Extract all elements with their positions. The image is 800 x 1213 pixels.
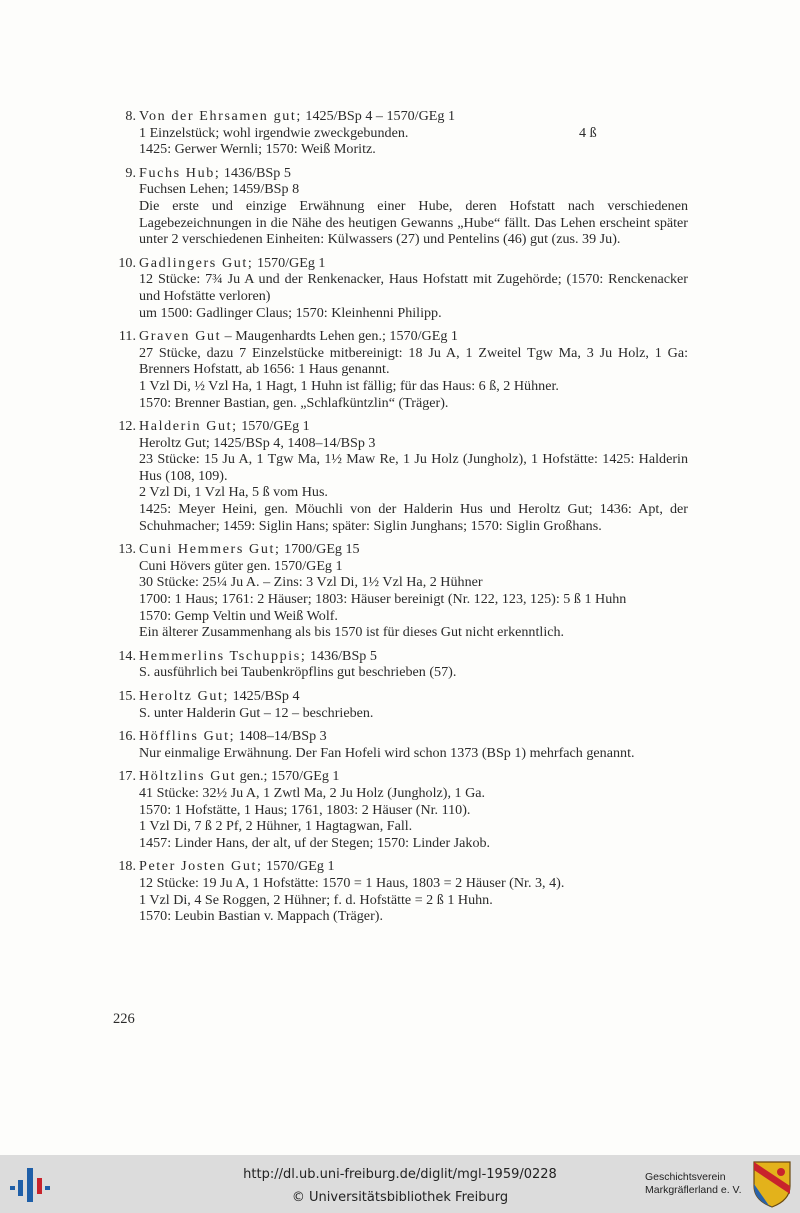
entry-line: 2 Vzl Di, 1 Vzl Ha, 5 ß vom Hus.: [139, 484, 328, 501]
list-item: [113, 688, 688, 721]
entry-line: Heroltz Gut; 1425/BSp 4, 1408–14/BSp 3: [139, 434, 376, 451]
entry-reference: 1425/BSp 4: [229, 688, 300, 704]
entry-amount: 4 ß: [579, 124, 597, 141]
society-name: Geschichtsverein Markgräflerland e. V.: [645, 1171, 742, 1196]
entry-reference: 1570/GEg 1: [237, 418, 310, 435]
list-item: [113, 728, 688, 761]
entry-reference: gen.; 1570/GEg 1: [236, 768, 340, 785]
entry-number: 14.: [118, 647, 136, 664]
entry-paragraph: Nur einmalige Erwähnung. Der Fan Hofeli wird schon 1373 (BSp 1) mehrfach genannt.: [139, 744, 635, 761]
entry-number: 11.: [118, 328, 136, 345]
entry-name: Halderin Gut;: [139, 418, 238, 435]
entry-number: 17.: [118, 768, 136, 785]
page-number: 226: [113, 1011, 135, 1027]
entry-paragraph: 1425: Meyer Heini, gen. Möuchli von der Halderin Hus und Heroltz Gut; 1436: Apt, der Schuhmacher; 1459: Siglin Hans; später: Siglin Junghans; 1570: Siglin Großhans.: [139, 501, 688, 534]
entry-name: Fuchs Hub;: [139, 164, 221, 181]
entry-number: 8.: [125, 108, 136, 124]
list-item: [113, 541, 688, 641]
entry-name: Hemmerlins Tschuppis;: [139, 647, 307, 664]
entry-name: Höfflins Gut;: [139, 728, 236, 745]
entry-reference: 1436/BSp 5: [220, 164, 291, 181]
coat-of-arms-icon: [752, 1160, 792, 1208]
entry-name: Graven Gut: [139, 328, 222, 345]
entry-line: S. unter Halderin Gut – 12 – beschrieben.: [139, 704, 374, 721]
entry-line: um 1500: Gadlinger Claus; 1570: Kleinhenni Philipp.: [139, 304, 442, 321]
entry-reference: 1570/GEg 1: [262, 858, 335, 875]
entry-line: S. ausführlich bei Taubenkröpflins gut beschrieben (57).: [139, 664, 457, 681]
entry-line: 30 Stücke: 25¼ Ju A. – Zins: 3 Vzl Di, 1½ Vzl Ha, 2 Hühner: [139, 574, 483, 591]
entry-line: Ein älterer Zusammenhang als bis 1570 ist für dieses Gut nicht erkenntlich.: [139, 624, 565, 641]
entry-line: Cuni Hövers güter gen. 1570/GEg 1: [139, 557, 343, 574]
entry-name: Gadlingers Gut;: [139, 254, 254, 271]
entry-reference: 1408–14/BSp 3: [235, 728, 327, 745]
entry-number: 16.: [118, 728, 136, 745]
entry-name: Cuni Hemmers Gut;: [139, 541, 281, 558]
entry-name: Heroltz Gut;: [139, 688, 230, 704]
entry-line: 41 Stücke: 32½ Ju A, 1 Zwtl Ma, 2 Ju Holz (Jungholz), 1 Ga.: [139, 784, 486, 801]
entry-line: Fuchsen Lehen; 1459/BSp 8: [139, 181, 300, 198]
entry-number: 18.: [118, 858, 136, 875]
entry-line: 1 Vzl Di, 4 Se Roggen, 2 Hühner; f. d. Hofstätte = 2 ß 1 Huhn.: [139, 891, 493, 908]
entry-line: 1570: Leubin Bastian v. Mappach (Träger).: [139, 908, 383, 925]
entry-reference: – Maugenhardts Lehen gen.; 1570/GEg 1: [221, 328, 458, 345]
entry-number: 12.: [118, 418, 136, 435]
entry-line: 1457: Linder Hans, der alt, uf der Stegen; 1570: Linder Jakob.: [139, 834, 491, 851]
entry-line: 1 Einzelstück; wohl irgendwie zweckgebunden. 4 ß: [139, 124, 597, 141]
list-item: [113, 858, 688, 924]
list-item: [113, 328, 688, 411]
entry-reference: 1425/BSp 4 – 1570/GEg 1: [301, 108, 455, 124]
entry-name: Peter Josten Gut;: [139, 858, 263, 875]
list-item: [113, 768, 688, 851]
document-url[interactable]: http://dl.ub.uni-freiburg.de/diglit/mgl-1959/0228: [243, 1167, 557, 1182]
entry-line: 1570: 1 Hofstätte, 1 Haus; 1761, 1803: 2 Häuser (Nr. 110).: [139, 801, 471, 818]
entry-paragraph: 27 Stücke, dazu 7 Einzelstücke mitbereinigt: 18 Ju A, 1 Zweitel Tgw Ma, 3 Ju Holz, 1 Ga: Brenners Hofstatt, ab 1656: 1 Haus genannt.: [139, 344, 688, 378]
entry-line: 1570: Brenner Bastian, gen. „Schlafküntzlin“ (Träger).: [139, 394, 449, 411]
entry-line: 1 Vzl Di, ½ Vzl Ha, 1 Hagt, 1 Huhn ist fällig; für das Haus: 6 ß, 2 Hühner.: [139, 377, 559, 394]
entry-number: 15.: [118, 688, 136, 704]
entry-line: 1570: Gemp Veltin und Weiß Wolf.: [139, 607, 338, 624]
entry-number: 13.: [118, 541, 136, 558]
entry-line: 1 Vzl Di, 7 ß 2 Pf, 2 Hühner, 1 Hagtagwan, Fall.: [139, 818, 413, 835]
entry-reference: 1436/BSp 5: [306, 647, 377, 664]
list-item: [113, 165, 688, 248]
list-item: [113, 108, 688, 158]
entry-number: 10.: [118, 254, 136, 271]
list-item: [113, 648, 688, 681]
viewer-footer: [0, 1155, 800, 1213]
list-item: [113, 255, 688, 321]
entry-name: Höltzlins Gut: [139, 768, 237, 785]
entry-reference: 1700/GEg 15: [280, 541, 360, 558]
entry-line: 12 Stücke: 19 Ju A, 1 Hofstätte: 1570 = 1 Haus, 1803 = 2 Häuser (Nr. 3, 4).: [139, 874, 565, 891]
entry-line: 1425: Gerwer Wernli; 1570: Weiß Moritz.: [139, 141, 376, 158]
entry-reference: 1570/GEg 1: [253, 254, 326, 271]
entry-paragraph: 12 Stücke: 7¾ Ju A und der Renkenacker, Haus Hofstatt mit Zugehörde; (1570: Renckenacker und Hofstätte verloren): [139, 271, 688, 304]
entry-paragraph: 1700: 1 Haus; 1761: 2 Häuser; 1803: Häuser bereinigt (Nr. 122, 123, 125): 5 ß 1 Huhn: [139, 591, 627, 608]
copyright-notice: © Universitätsbibliothek Freiburg: [291, 1190, 509, 1205]
entry-paragraph: Die erste und einzige Erwähnung einer Hube, deren Hofstatt nach verschiedenen Lagebezeichnungen in die Nähe des heutigen Gewanns „Hube“ fällt. Das Lehen erscheint später unter 2 verschiedenen Einheiten: Külwassers (27) und Pentelins (46) gut (zus. 39 Ju).: [139, 197, 688, 248]
entry-number: 9.: [125, 164, 136, 181]
list-item: [113, 418, 688, 534]
entry-name: Von der Ehrsamen gut;: [139, 108, 302, 124]
entry-list: [113, 108, 688, 932]
entry-paragraph: 23 Stücke: 15 Ju A, 1 Tgw Ma, 1½ Maw Re, 1 Ju Holz (Jungholz), 1 Hofstätte: 1425: Halderin Hus (108, 109).: [139, 451, 688, 484]
